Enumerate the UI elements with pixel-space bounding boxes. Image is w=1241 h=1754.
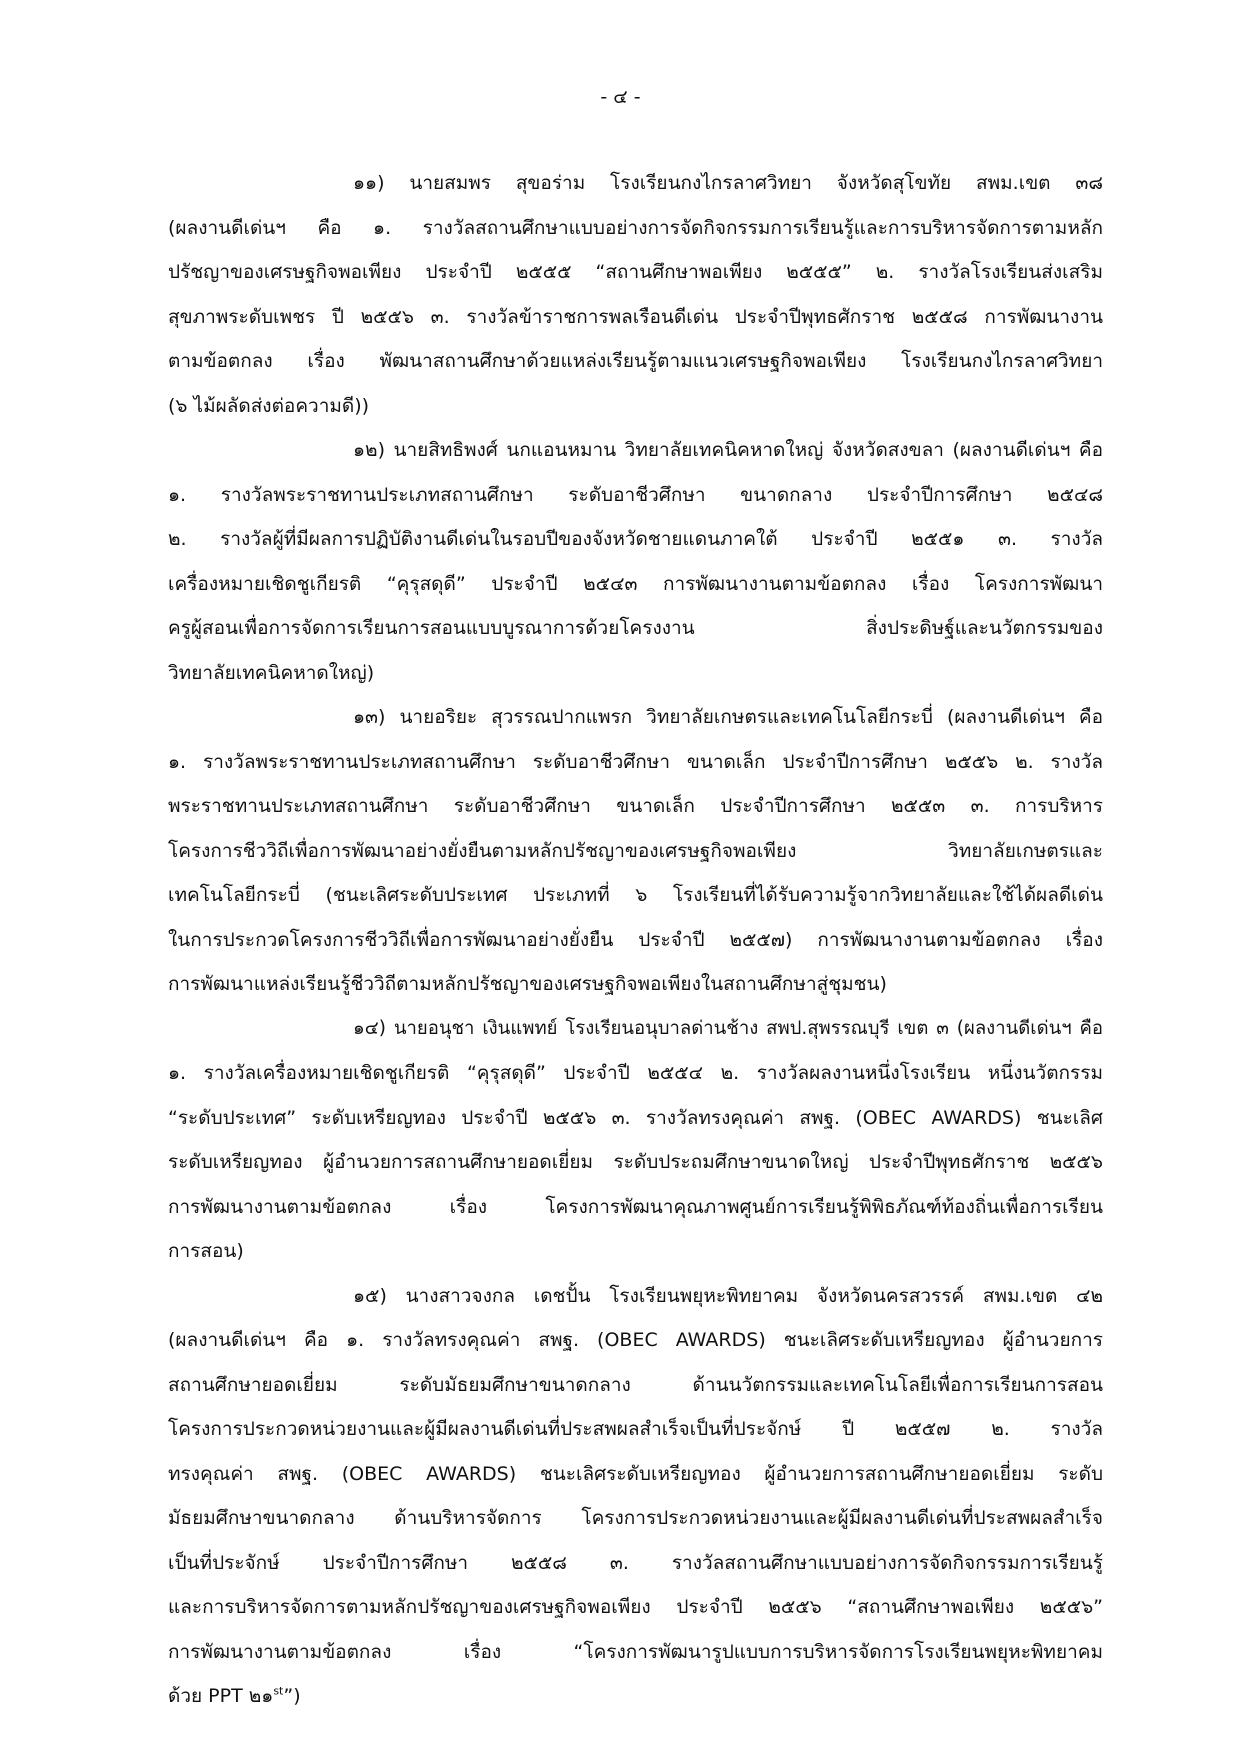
paragraph-15-line-4: โครงการประกวดหน่วยงานและผู้มีผลงานดีเด่นที่ประสพผลสำเร็จเป็นที่ประจักษ์ ปี ๒๕๕๗ ๒. รางวัล — [168, 1418, 1103, 1440]
paragraph-12-line-3: ๒. รางวัลผู้ที่มีผลการปฏิบัติงานดีเด่นในรอบปีของจังหวัดชายแดนภาคใต้ ประจำปี ๒๕๕๑ ๓. รางวัล — [168, 528, 1103, 550]
paragraph-14-line-2: ๑. รางวัลเครื่องหมายเชิดชูเกียรติ “คุรุสดุดี” ประจำปี ๒๕๕๔ ๒. รางวัลผลงานหนึ่งโรงเรียน หนึ่งนวัตกรรม — [168, 1062, 1103, 1084]
closing-quote: ”) — [283, 1685, 301, 1707]
paragraph-15-line-6: มัธยมศึกษาขนาดกลาง ด้านบริหารจัดการ โครงการประกวดหน่วยงานและผู้มีผลงานดีเด่นที่ประสพผลสำเร็จ — [168, 1507, 1103, 1529]
paragraph-11-line-1: ๑๑) นายสมพร สุขอร่าม โรงเรียนกงไกรลาศวิทยา จังหวัดสุโขทัย สพม.เขต ๓๘ — [353, 172, 1103, 194]
paragraph-15-line-10 — [168, 1674, 1103, 1719]
paragraph-13-line-4: โครงการชีววิถีเพื่อการพัฒนาอย่างยั่งยืนตามหลักปรัชญาของเศรษฐกิจพอเพียง วิทยาลัยเกษตรและ — [168, 839, 1103, 862]
paragraph-11-line-6: (๖ ไม้ผลัดส่งต่อความดี)) — [168, 394, 370, 417]
document-body — [168, 161, 1103, 1719]
page-number: - ๔ - — [600, 86, 641, 108]
paragraph-11-line-5: ตามข้อตกลง เรื่อง พัฒนาสถานศึกษาด้วยแหล่งเรียนรู้ตามแนวเศรษฐกิจพอเพียง โรงเรียนกงไกรลาศวิทยา — [168, 350, 1103, 372]
paragraph-11-line-4: สุขภาพระดับเพชร ปี ๒๕๕๖ ๓. รางวัลข้าราชการพลเรือนดีเด่น ประจำปีพุทธศักราช ๒๕๕๘ การพัฒนางาน — [168, 305, 1103, 328]
paragraph-11-line-3: ปรัชญาของเศรษฐกิจพอเพียง ประจำปี ๒๕๕๕ “สถานศึกษาพอเพียง ๒๕๕๕” ๒. รางวัลโรงเรียนส่งเสริม — [168, 261, 1103, 283]
paragraph-12-line-4: เครื่องหมายเชิดชูเกียรติ “คุรุสดุดี” ประจำปี ๒๕๔๓ การพัฒนางานตามข้อตกลง เรื่อง โครงการพัฒนา — [168, 572, 1103, 595]
paragraph-12-line-1: ๑๒) นายสิทธิพงศ์ นกแอนหมาน วิทยาลัยเทคนิคหาดใหญ่ จังหวัดสงขลา (ผลงานดีเด่นฯ คือ — [353, 439, 1103, 461]
paragraph-13-line-5: เทคโนโลยีกระบี่ (ชนะเลิศระดับประเทศ ประเภทที่ ๖ โรงเรียนที่ได้รับความรู้จากวิทยาลัยและใช้ได้ผลดีเด่น — [168, 884, 1103, 906]
paragraph-15-line-1: ๑๕) นางสาวจงกล เดชปั้น โรงเรียนพยุหะพิทยาคม จังหวัดนครสวรรค์ สพม.เขต ๔๒ — [353, 1284, 1103, 1307]
paragraph-14-line-3: “ระดับประเทศ” ระดับเหรียญทอง ประจำปี ๒๕๕๖ ๓. รางวัลทรงคุณค่า สพฐ. (OBEC AWARDS) ชนะเลิศ — [168, 1106, 1103, 1129]
paragraph-14-line-5: การพัฒนางานตามข้อตกลง เรื่อง โครงการพัฒนาคุณภาพศูนย์การเรียนรู้พิพิธภัณฑ์ท้องถิ่นเพื่อการเรียน — [168, 1195, 1103, 1218]
paragraph-14-line-6: การสอน) — [168, 1240, 244, 1262]
paragraph-14-line-4: ระดับเหรียญทอง ผู้อำนวยการสถานศึกษายอดเยี่ยม ระดับประถมศึกษาขนาดใหญ่ ประจำปีพุทธศักราช ๒๕๕๖ — [168, 1151, 1103, 1173]
paragraph-13-line-7: การพัฒนาแหล่งเรียนรู้ชีววิถีตามหลักปรัชญาของเศรษฐกิจพอเพียงในสถานศึกษาสู่ชุมชน) — [168, 973, 887, 995]
paragraph-13-line-2: ๑. รางวัลพระราชทานประเภทสถานศึกษา ระดับอาชีวศึกษา ขนาดเล็ก ประจำปีการศึกษา ๒๕๕๖ ๒. รางวัล — [168, 750, 1103, 773]
paragraph-15-line-3: สถานศึกษายอดเยี่ยม ระดับมัธยมศึกษาขนาดกลาง ด้านนวัตกรรมและเทคโนโลยีเพื่อการเรียนการสอน — [168, 1373, 1103, 1396]
paragraph-15-line-9: การพัฒนางานตามข้อตกลง เรื่อง “โครงการพัฒนารูปแบบการบริหารจัดการโรงเรียนพยุหะพิทยาคม — [168, 1640, 1103, 1663]
paragraph-13-line-3: พระราชทานประเภทสถานศึกษา ระดับอาชีวศึกษา ขนาดเล็ก ประจำปีการศึกษา ๒๕๕๓ ๓. การบริหาร — [168, 795, 1103, 817]
paragraph-15-last-text: ด้วย PPT ๒๑ — [168, 1685, 274, 1707]
paragraph-11-line-2: (ผลงานดีเด่นฯ คือ ๑. รางวัลสถานศึกษาแบบอย่างการจัดกิจกรรมการเรียนรู้และการบริหารจัดการตามหลัก — [168, 216, 1103, 239]
paragraph-15-line-8: และการบริหารจัดการตามหลักปรัชญาของเศรษฐกิจพอเพียง ประจำปี ๒๕๕๖ “สถานศึกษาพอเพียง ๒๕๕๖” — [168, 1596, 1103, 1618]
paragraph-14-line-1: ๑๔) นายอนุชา เงินแพทย์ โรงเรียนอนุบาลด่านช้าง สพป.สุพรรณบุรี เขต ๓ (ผลงานดีเด่นฯ คือ — [353, 1017, 1103, 1039]
paragraph-12-line-6: วิทยาลัยเทคนิคหาดใหญ่) — [168, 661, 375, 684]
paragraph-12-line-2: ๑. รางวัลพระราชทานประเภทสถานศึกษา ระดับอาชีวศึกษา ขนาดกลาง ประจำปีการศึกษา ๒๕๔๘ — [168, 483, 1103, 506]
ordinal-superscript: st — [273, 1684, 284, 1698]
paragraph-12-line-5: ครูผู้สอนเพื่อการจัดการเรียนการสอนแบบบูรณาการด้วยโครงงาน สิ่งประดิษฐ์และนวัตกรรมของ — [168, 617, 1103, 639]
paragraph-13-line-6: ในการประกวดโครงการชีววิถีเพื่อการพัฒนาอย่างยั่งยืน ประจำปี ๒๕๕๗) การพัฒนางานตามข้อตกลง เรื่อง — [168, 928, 1103, 951]
paragraph-15-line-7: เป็นที่ประจักษ์ ประจำปีการศึกษา ๒๕๕๘ ๓. รางวัลสถานศึกษาแบบอย่างการจัดกิจกรรมการเรียนรู้ — [168, 1551, 1103, 1574]
paragraph-15-line-2: (ผลงานดีเด่นฯ คือ ๑. รางวัลทรงคุณค่า สพฐ. (OBEC AWARDS) ชนะเลิศระดับเหรียญทอง ผู้อำนวยการ — [168, 1329, 1103, 1351]
paragraph-13-line-1: ๑๓) นายอริยะ สุวรรณปากแพรก วิทยาลัยเกษตรและเทคโนโลยีกระบี่ (ผลงานดีเด่นฯ คือ — [353, 706, 1103, 728]
paragraph-15-line-5: ทรงคุณค่า สพฐ. (OBEC AWARDS) ชนะเลิศระดับเหรียญทอง ผู้อำนวยการสถานศึกษายอดเยี่ยม ระดับ — [168, 1462, 1103, 1485]
